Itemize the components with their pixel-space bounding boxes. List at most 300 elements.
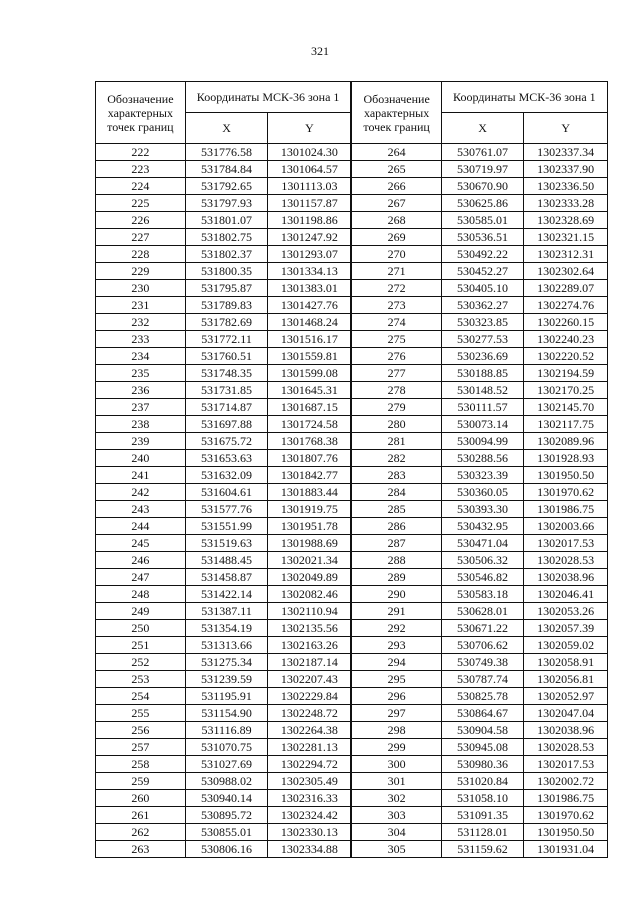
point-number: 254 [96,688,186,705]
y-coordinate: 1301986.75 [524,790,608,807]
y-coordinate: 1302017.53 [524,535,608,552]
x-coordinate: 530719.97 [441,161,524,178]
x-coordinate: 530536.51 [441,229,524,246]
x-coordinate: 530073.14 [441,416,524,433]
x-coordinate: 530749.38 [441,654,524,671]
table-row [96,433,608,450]
x-coordinate: 531577.76 [185,501,268,518]
point-number: 295 [351,671,441,688]
x-coordinate: 531792.65 [185,178,268,195]
x-coordinate: 531354.19 [185,620,268,637]
point-number: 222 [96,144,186,161]
point-number: 302 [351,790,441,807]
y-coordinate: 1302229.84 [268,688,352,705]
point-number: 233 [96,331,186,348]
point-number: 266 [351,178,441,195]
y-coordinate: 1301883.44 [268,484,352,501]
y-coordinate: 1302017.53 [524,756,608,773]
x-coordinate: 530432.95 [441,518,524,535]
point-number: 232 [96,314,186,331]
point-number: 227 [96,229,186,246]
point-number: 239 [96,433,186,450]
x-coordinate: 531154.90 [185,705,268,722]
point-number: 297 [351,705,441,722]
x-coordinate: 531091.35 [441,807,524,824]
point-number: 296 [351,688,441,705]
x-coordinate: 531697.88 [185,416,268,433]
y-coordinate: 1302333.28 [524,195,608,212]
y-coordinate: 1301988.69 [268,535,352,552]
x-header-left: X [185,113,268,144]
table-row [96,824,608,841]
y-coordinate: 1302328.69 [524,212,608,229]
point-number: 251 [96,637,186,654]
x-coordinate: 531488.45 [185,552,268,569]
y-coordinate: 1301157.87 [268,195,352,212]
table-row [96,161,608,178]
x-coordinate: 531748.35 [185,365,268,382]
x-coordinate: 531800.35 [185,263,268,280]
point-number: 289 [351,569,441,586]
x-coordinate: 531195.91 [185,688,268,705]
point-number: 255 [96,705,186,722]
x-coordinate: 531519.63 [185,535,268,552]
point-number: 282 [351,450,441,467]
x-coordinate: 530236.69 [441,348,524,365]
point-number: 290 [351,586,441,603]
point-number: 262 [96,824,186,841]
y-coordinate: 1301645.31 [268,382,352,399]
x-coordinate: 531387.11 [185,603,268,620]
table-row [96,467,608,484]
point-number: 231 [96,297,186,314]
x-coordinate: 531275.34 [185,654,268,671]
y-coordinate: 1302046.41 [524,586,608,603]
table-row [96,178,608,195]
x-coordinate: 530393.30 [441,501,524,518]
point-number: 285 [351,501,441,518]
x-coordinate: 530825.78 [441,688,524,705]
x-coordinate: 530094.99 [441,433,524,450]
point-number: 249 [96,603,186,620]
y-coordinate: 1302207.43 [268,671,352,688]
x-coordinate: 531772.11 [185,331,268,348]
point-number: 264 [351,144,441,161]
table-row [96,450,608,467]
point-number: 281 [351,433,441,450]
point-number: 292 [351,620,441,637]
y-coordinate: 1302240.23 [524,331,608,348]
x-coordinate: 530864.67 [441,705,524,722]
point-number: 250 [96,620,186,637]
point-number: 288 [351,552,441,569]
point-number: 248 [96,586,186,603]
y-coordinate: 1302058.91 [524,654,608,671]
point-number: 244 [96,518,186,535]
x-coordinate: 531239.59 [185,671,268,688]
x-coordinate: 530506.32 [441,552,524,569]
x-coordinate: 531070.75 [185,739,268,756]
x-coordinate: 531675.72 [185,433,268,450]
table-row [96,212,608,229]
table-row [96,280,608,297]
x-coordinate: 531313.66 [185,637,268,654]
point-number: 235 [96,365,186,382]
point-number: 279 [351,399,441,416]
y-coordinate: 1301687.15 [268,399,352,416]
y-coordinate: 1301931.04 [524,841,608,858]
point-number: 242 [96,484,186,501]
table-row [96,348,608,365]
table-row [96,688,608,705]
y-coordinate: 1302316.33 [268,790,352,807]
table-row [96,501,608,518]
coord-header-left: Координаты МСК-36 зона 1 [185,82,351,113]
point-number: 240 [96,450,186,467]
y-coordinate: 1301559.81 [268,348,352,365]
table-row [96,399,608,416]
y-header-left: Y [268,113,352,144]
y-coordinate: 1301383.01 [268,280,352,297]
point-header-left: Обозначение характерных точек границ [96,82,186,144]
point-number: 286 [351,518,441,535]
y-coordinate: 1301919.75 [268,501,352,518]
y-coordinate: 1301768.38 [268,433,352,450]
y-coordinate: 1302274.76 [524,297,608,314]
table-row [96,195,608,212]
table-row [96,144,608,161]
y-coordinate: 1302321.15 [524,229,608,246]
y-header-right: Y [524,113,608,144]
table-row [96,535,608,552]
point-number: 294 [351,654,441,671]
point-number: 225 [96,195,186,212]
x-coordinate: 531802.75 [185,229,268,246]
y-coordinate: 1302028.53 [524,739,608,756]
y-coordinate: 1302057.39 [524,620,608,637]
x-coordinate: 530980.36 [441,756,524,773]
x-coordinate: 531458.87 [185,569,268,586]
table-row [96,382,608,399]
point-number: 226 [96,212,186,229]
x-coordinate: 530895.72 [185,807,268,824]
x-coordinate: 530940.14 [185,790,268,807]
table-row [96,671,608,688]
point-number: 291 [351,603,441,620]
table-row [96,263,608,280]
y-coordinate: 1302260.15 [524,314,608,331]
point-number: 247 [96,569,186,586]
point-number: 293 [351,637,441,654]
x-coordinate: 530855.01 [185,824,268,841]
point-number: 265 [351,161,441,178]
y-coordinate: 1302003.66 [524,518,608,535]
x-coordinate: 530706.62 [441,637,524,654]
point-number: 243 [96,501,186,518]
y-coordinate: 1302264.38 [268,722,352,739]
point-number: 280 [351,416,441,433]
y-coordinate: 1301427.76 [268,297,352,314]
table-row [96,518,608,535]
point-number: 284 [351,484,441,501]
y-coordinate: 1301024.30 [268,144,352,161]
point-number: 257 [96,739,186,756]
table-row [96,331,608,348]
y-coordinate: 1302135.56 [268,620,352,637]
y-coordinate: 1301842.77 [268,467,352,484]
y-coordinate: 1301064.57 [268,161,352,178]
x-coordinate: 530583.18 [441,586,524,603]
point-number: 277 [351,365,441,382]
x-coordinate: 531116.89 [185,722,268,739]
table-row [96,314,608,331]
y-coordinate: 1301599.08 [268,365,352,382]
point-number: 273 [351,297,441,314]
table-row [96,552,608,569]
point-number: 236 [96,382,186,399]
y-coordinate: 1301516.17 [268,331,352,348]
table-row [96,586,608,603]
point-number: 259 [96,773,186,790]
table-row [96,722,608,739]
x-coordinate: 531760.51 [185,348,268,365]
y-coordinate: 1301807.76 [268,450,352,467]
y-coordinate: 1302163.26 [268,637,352,654]
x-coordinate: 530405.10 [441,280,524,297]
point-number: 287 [351,535,441,552]
x-coordinate: 531802.37 [185,246,268,263]
x-coordinate: 531714.87 [185,399,268,416]
y-coordinate: 1302220.52 [524,348,608,365]
table-row [96,654,608,671]
x-coordinate: 531789.83 [185,297,268,314]
y-coordinate: 1302002.72 [524,773,608,790]
x-coordinate: 531020.84 [441,773,524,790]
y-coordinate: 1302337.90 [524,161,608,178]
x-coordinate: 530945.08 [441,739,524,756]
x-coordinate: 530904.58 [441,722,524,739]
point-number: 256 [96,722,186,739]
point-number: 241 [96,467,186,484]
x-coordinate: 531422.14 [185,586,268,603]
x-coordinate: 530288.56 [441,450,524,467]
table-row [96,756,608,773]
x-coordinate: 531632.09 [185,467,268,484]
table-row [96,229,608,246]
point-number: 274 [351,314,441,331]
y-coordinate: 1302082.46 [268,586,352,603]
y-coordinate: 1302187.14 [268,654,352,671]
coord-header-right: Координаты МСК-36 зона 1 [441,82,607,113]
y-coordinate: 1302281.13 [268,739,352,756]
x-coordinate: 531776.58 [185,144,268,161]
x-coordinate: 530360.05 [441,484,524,501]
point-number: 275 [351,331,441,348]
table-row [96,705,608,722]
point-number: 224 [96,178,186,195]
x-coordinate: 530806.16 [185,841,268,858]
y-coordinate: 1302049.89 [268,569,352,586]
y-coordinate: 1301468.24 [268,314,352,331]
y-coordinate: 1301113.03 [268,178,352,195]
point-number: 252 [96,654,186,671]
x-coordinate: 530362.27 [441,297,524,314]
table-row [96,807,608,824]
coordinates-table [95,81,608,858]
x-coordinate: 531782.69 [185,314,268,331]
point-number: 245 [96,535,186,552]
y-coordinate: 1302312.31 [524,246,608,263]
y-coordinate: 1301970.62 [524,807,608,824]
table-row [96,297,608,314]
point-number: 305 [351,841,441,858]
x-coordinate: 530277.53 [441,331,524,348]
table-row [96,620,608,637]
table-row [96,246,608,263]
x-coordinate: 530323.85 [441,314,524,331]
x-coordinate: 530323.39 [441,467,524,484]
point-number: 283 [351,467,441,484]
point-number: 237 [96,399,186,416]
point-number: 272 [351,280,441,297]
table-row [96,365,608,382]
y-coordinate: 1302110.94 [268,603,352,620]
y-coordinate: 1302305.49 [268,773,352,790]
table-row [96,484,608,501]
table-row [96,637,608,654]
x-coordinate: 530625.86 [441,195,524,212]
y-coordinate: 1301986.75 [524,501,608,518]
y-coordinate: 1301198.86 [268,212,352,229]
y-coordinate: 1302117.75 [524,416,608,433]
x-coordinate: 531058.10 [441,790,524,807]
table-row [96,603,608,620]
y-coordinate: 1302194.59 [524,365,608,382]
y-coordinate: 1301951.78 [268,518,352,535]
x-header-right: X [441,113,524,144]
table-row [96,569,608,586]
x-coordinate: 530670.90 [441,178,524,195]
point-number: 238 [96,416,186,433]
y-coordinate: 1302289.07 [524,280,608,297]
y-coordinate: 1302334.88 [268,841,352,858]
point-number: 260 [96,790,186,807]
point-number: 271 [351,263,441,280]
x-coordinate: 530546.82 [441,569,524,586]
x-coordinate: 531551.99 [185,518,268,535]
y-coordinate: 1301247.92 [268,229,352,246]
point-header-right: Обозначение характерных точек границ [351,82,441,144]
y-coordinate: 1301950.50 [524,467,608,484]
point-number: 270 [351,246,441,263]
x-coordinate: 530452.27 [441,263,524,280]
y-coordinate: 1301970.62 [524,484,608,501]
x-coordinate: 530111.57 [441,399,524,416]
x-coordinate: 531128.01 [441,824,524,841]
x-coordinate: 531604.61 [185,484,268,501]
y-coordinate: 1302047.04 [524,705,608,722]
y-coordinate: 1302038.96 [524,569,608,586]
x-coordinate: 531795.87 [185,280,268,297]
table-row [96,790,608,807]
y-coordinate: 1302056.81 [524,671,608,688]
y-coordinate: 1302038.96 [524,722,608,739]
x-coordinate: 531801.07 [185,212,268,229]
y-coordinate: 1302170.25 [524,382,608,399]
x-coordinate: 531731.85 [185,382,268,399]
y-coordinate: 1302302.64 [524,263,608,280]
y-coordinate: 1302145.70 [524,399,608,416]
x-coordinate: 530148.52 [441,382,524,399]
point-number: 301 [351,773,441,790]
y-coordinate: 1302053.26 [524,603,608,620]
point-number: 303 [351,807,441,824]
point-number: 246 [96,552,186,569]
y-coordinate: 1301293.07 [268,246,352,263]
y-coordinate: 1302336.50 [524,178,608,195]
point-number: 269 [351,229,441,246]
point-number: 230 [96,280,186,297]
point-number: 304 [351,824,441,841]
table-row [96,773,608,790]
point-number: 278 [351,382,441,399]
point-number: 276 [351,348,441,365]
y-coordinate: 1301334.13 [268,263,352,280]
point-number: 298 [351,722,441,739]
y-coordinate: 1302337.34 [524,144,608,161]
y-coordinate: 1302059.02 [524,637,608,654]
y-coordinate: 1302089.96 [524,433,608,450]
y-coordinate: 1301928.93 [524,450,608,467]
point-number: 229 [96,263,186,280]
point-number: 228 [96,246,186,263]
x-coordinate: 530188.85 [441,365,524,382]
x-coordinate: 531653.63 [185,450,268,467]
point-number: 253 [96,671,186,688]
y-coordinate: 1302021.34 [268,552,352,569]
table-row [96,739,608,756]
point-number: 223 [96,161,186,178]
x-coordinate: 531159.62 [441,841,524,858]
x-coordinate: 530787.74 [441,671,524,688]
y-coordinate: 1302324.42 [268,807,352,824]
x-coordinate: 530761.07 [441,144,524,161]
point-number: 268 [351,212,441,229]
x-coordinate: 530492.22 [441,246,524,263]
table-row [96,416,608,433]
point-number: 267 [351,195,441,212]
point-number: 261 [96,807,186,824]
x-coordinate: 530628.01 [441,603,524,620]
table-row [96,841,608,858]
y-coordinate: 1302248.72 [268,705,352,722]
y-coordinate: 1301950.50 [524,824,608,841]
table-body [96,144,608,858]
y-coordinate: 1302052.97 [524,688,608,705]
x-coordinate: 531797.93 [185,195,268,212]
point-number: 258 [96,756,186,773]
x-coordinate: 530988.02 [185,773,268,790]
point-number: 263 [96,841,186,858]
point-number: 300 [351,756,441,773]
y-coordinate: 1302294.72 [268,756,352,773]
x-coordinate: 530585.01 [441,212,524,229]
x-coordinate: 530471.04 [441,535,524,552]
x-coordinate: 531784.84 [185,161,268,178]
page-number: 321 [311,44,329,58]
y-coordinate: 1302330.13 [268,824,352,841]
point-number: 234 [96,348,186,365]
